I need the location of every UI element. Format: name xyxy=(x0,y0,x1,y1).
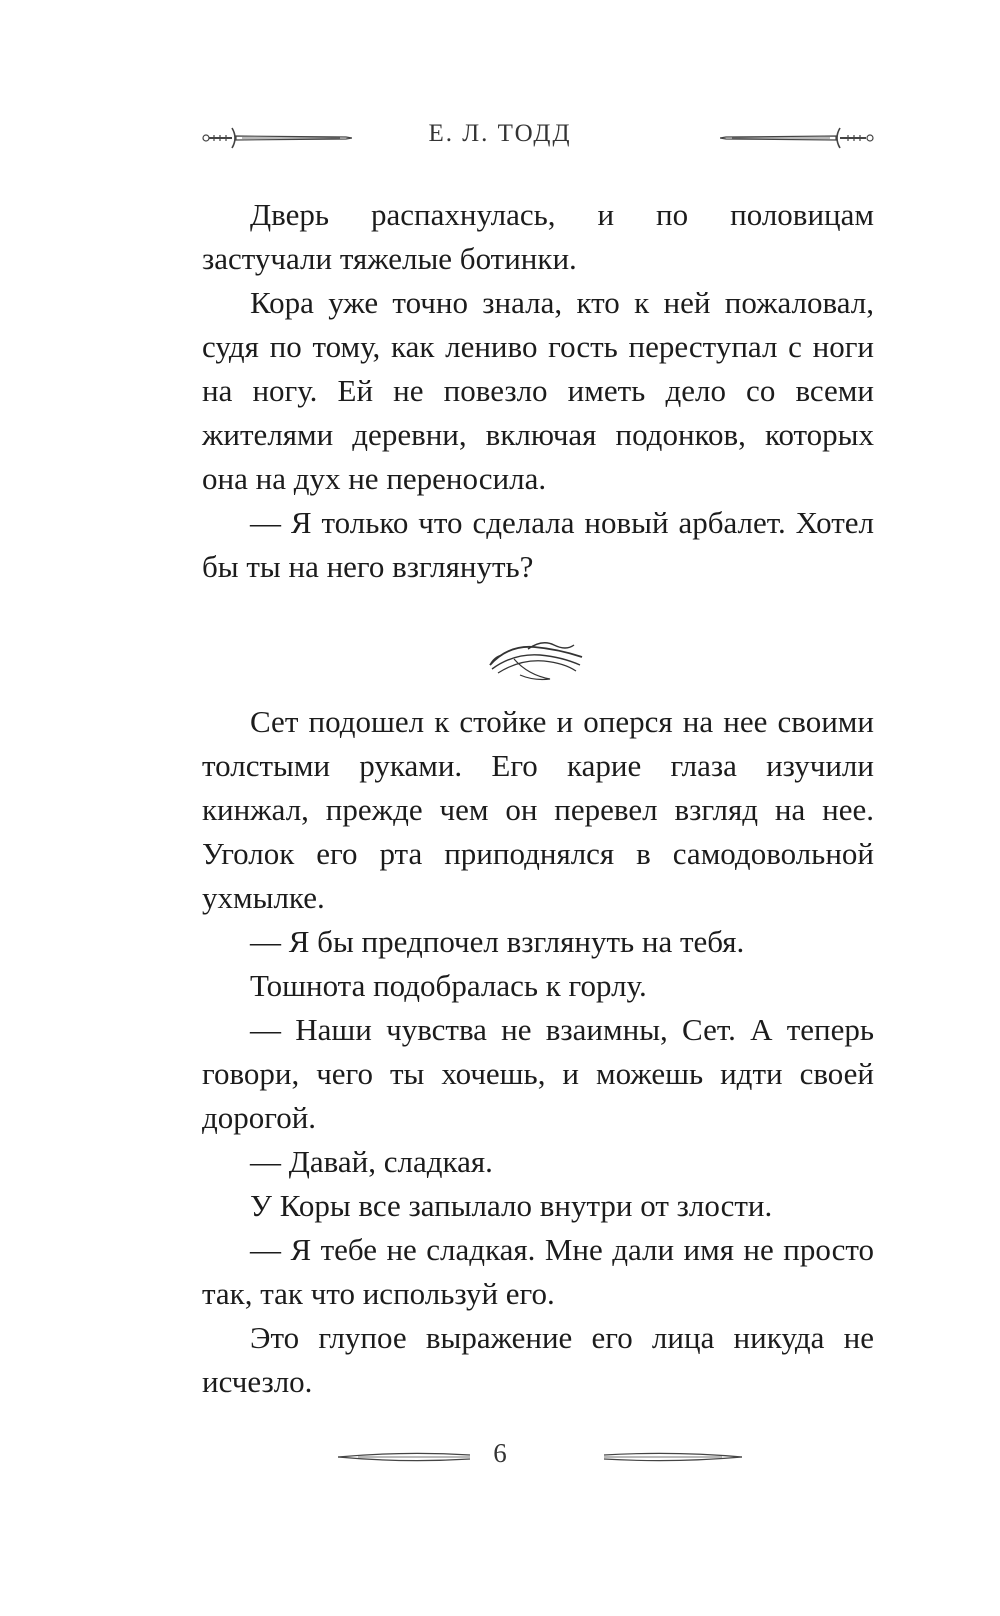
page-footer xyxy=(0,1438,1000,1478)
feather-ornament-icon xyxy=(484,625,588,685)
paragraph: Сет подошел к стойке и оперся на нее своими толстыми руками. Его карие глаза изучили кинжал, прежде чем он перевел взгляд на нее. Уголок его рта приподнялся в самодовольной ухмылке. xyxy=(202,704,874,915)
paragraph: Тошнота подобралась к горлу. xyxy=(250,968,647,1003)
sword-icon xyxy=(720,126,875,150)
paragraph: У Коры все запылало внутри от злости. xyxy=(250,1188,773,1223)
paragraph: Это глупое выражение его лица никуда не исчезло. xyxy=(202,1320,874,1399)
page-number: 6 xyxy=(493,1438,507,1468)
text-block-after-break xyxy=(202,700,874,1404)
paragraph: — Я тебе не сладкая. Мне дали имя не просто так, так что используй его. xyxy=(202,1232,874,1311)
running-head-author: Е. Л. ТОДД xyxy=(428,120,572,147)
paragraph: — Наши чувства не взаимны, Сет. А теперь говори, чего ты хочешь, и можешь идти своей дорогой. xyxy=(202,1012,874,1135)
rule-ornament-icon xyxy=(604,1450,742,1464)
paragraph: — Я только что сделала новый арбалет. Хотел бы ты на него взглянуть? xyxy=(202,505,874,584)
running-head xyxy=(0,118,1000,158)
paragraph: — Я бы предпочел взглянуть на тебя. xyxy=(250,924,745,959)
paragraph: Кора уже точно знала, кто к ней пожаловал, судя по тому, как лениво гость переступал с ноги на ногу. Ей не повезло иметь дело со всеми жителями деревни, включая подонков, которых она на дух не переносила. xyxy=(202,285,874,496)
text-block-before-break xyxy=(202,193,874,589)
paragraph: Дверь распахнулась, и по половицам застучали тяжелые ботинки. xyxy=(202,197,874,276)
paragraph: — Давай, сладкая. xyxy=(250,1144,493,1179)
